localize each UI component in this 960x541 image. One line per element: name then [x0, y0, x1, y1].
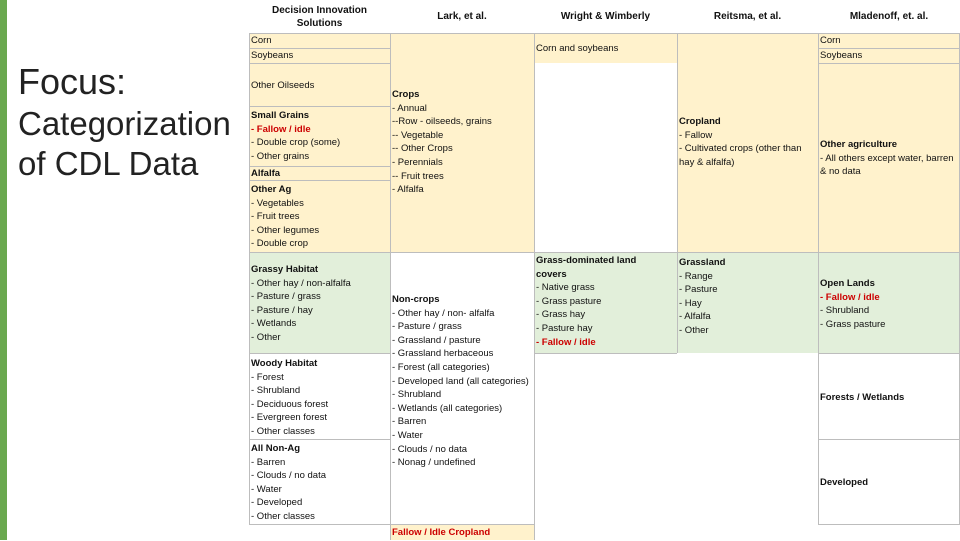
row-line	[818, 353, 960, 354]
lark-c6: -- Fruit trees	[392, 170, 444, 182]
dis-woody-title: Woody Habitat	[251, 358, 318, 369]
dis-wh-shrub: - Shrubland	[251, 385, 301, 397]
lark-n6: - Developed land (all categories)	[392, 375, 529, 387]
lark-n12: - Nonag / undefined	[392, 457, 476, 469]
reitsma-cr2: - Cultivated crops (other than	[679, 143, 802, 155]
lark-c3: -- Vegetable	[392, 129, 444, 141]
dis-sg-other: - Other grains	[251, 150, 310, 162]
lark-c4: -- Other Crops	[392, 143, 453, 155]
dis-na-other: - Other classes	[251, 510, 315, 522]
dis-oa-fruit: - Fruit trees	[251, 211, 300, 223]
wright-g4: - Pasture hay	[536, 322, 593, 334]
dis-corn	[249, 33, 390, 49]
lark-n3: - Grassland / pasture	[392, 334, 481, 346]
dis-small-grains	[249, 108, 390, 164]
dis-other-oilseeds	[249, 78, 390, 94]
dis-corn-label: Corn	[251, 35, 272, 46]
wright-grass-title2: covers	[536, 268, 567, 280]
mlad-ol2: - Shrubland	[820, 305, 870, 317]
dis-other-ag	[249, 182, 390, 252]
row-line	[249, 353, 390, 354]
mlad-oa2: & no data	[820, 166, 861, 178]
title-line-2: Categorization	[18, 105, 231, 142]
reitsma-gl4: - Alfalfa	[679, 311, 711, 323]
wright-g5: - Fallow / idle	[536, 336, 596, 348]
dis-wh-forest: - Forest	[251, 371, 284, 383]
dis-na-barren: - Barren	[251, 456, 286, 468]
mlad-soybeans	[818, 48, 960, 64]
dis-alfalfa-title: Alfalfa	[251, 168, 281, 179]
lark-n9: - Barren	[392, 416, 427, 428]
dis-all-non-ag	[249, 441, 390, 525]
dis-gh-hay: - Other hay / non-alfalfa	[251, 277, 351, 289]
mlad-soybeans-label: Soybeans	[820, 50, 863, 61]
wright-g3: - Grass hay	[536, 309, 586, 321]
dis-na-water: - Water	[251, 483, 282, 495]
mlad-corn-label: Corn	[820, 35, 841, 46]
lark-c5: - Perennials	[392, 156, 443, 168]
dis-nonag-title: All Non-Ag	[251, 443, 301, 454]
reitsma-cr3: hay & alfalfa)	[679, 156, 735, 168]
lark-n10: - Water	[392, 429, 423, 441]
mlad-other-ag	[818, 137, 960, 180]
dis-other-ag-title: Other Ag	[251, 184, 292, 195]
lark-crops	[390, 87, 534, 198]
slide-title	[18, 60, 243, 184]
lark-n1: - Other hay / non- alfalfa	[392, 307, 495, 319]
row-line	[818, 439, 960, 440]
lark-c2: --Row - oilseeds, grains	[392, 116, 492, 128]
dis-gh-other: - Other	[251, 331, 281, 343]
dis-wh-ever: - Evergreen forest	[251, 412, 328, 424]
lark-n11: - Clouds / no data	[392, 443, 467, 455]
reitsma-cr1: - Fallow	[679, 129, 713, 141]
mlad-forests-title: Forests / Wetlands	[820, 392, 905, 403]
dis-grassy-habitat	[249, 262, 390, 346]
dis-grassy-title: Grassy Habitat	[251, 264, 319, 275]
title-line-1: Focus:	[18, 61, 127, 102]
header-wright: Wright & Wimberly	[560, 11, 651, 22]
dis-oa-double: - Double crop	[251, 238, 309, 250]
dis-soybeans	[249, 48, 390, 64]
lark-n5: - Forest (all categories)	[392, 361, 490, 373]
lark-n8: - Wetlands (all categories)	[392, 402, 503, 414]
reitsma-cropland	[677, 114, 818, 170]
mlad-corn	[818, 33, 960, 49]
mlad-oa1: - All others except water, barren	[820, 152, 954, 164]
mlad-developed-title: Developed	[820, 477, 869, 488]
wright-corn-soy-label: Corn and soybeans	[536, 43, 619, 54]
mlad-open-lands	[818, 276, 960, 332]
lark-c7: - Alfalfa	[392, 184, 424, 196]
mlad-ol1: - Fallow / idle	[820, 291, 880, 303]
reitsma-cropland-title: Cropland	[679, 116, 721, 127]
wright-grass-title1: Grass-dominated land	[536, 255, 637, 266]
dis-wh-other: - Other classes	[251, 425, 315, 437]
dis-wh-decid: - Deciduous forest	[251, 398, 329, 410]
reitsma-gl1: - Range	[679, 270, 713, 282]
mlad-other-ag-title: Other agriculture	[820, 139, 898, 150]
wright-corn-soy	[534, 41, 677, 57]
row-line	[818, 524, 960, 525]
wright-g1: - Native grass	[536, 282, 595, 294]
categorization-table	[249, 0, 960, 540]
accent-bar	[0, 0, 7, 540]
reitsma-grassland	[677, 255, 818, 339]
lark-fallow	[390, 525, 534, 541]
title-line-3: of CDL Data	[18, 145, 199, 182]
dis-other-oilseeds-label: Other Oilseeds	[251, 80, 315, 91]
lark-crops-title: Crops	[392, 89, 420, 100]
dis-oa-veg: - Vegetables	[251, 197, 304, 209]
reitsma-gl2: - Pasture	[679, 284, 718, 296]
dis-na-clouds: - Clouds / no data	[251, 470, 326, 482]
header-dis: Decision Innovation Solutions	[271, 4, 367, 29]
row-line	[534, 353, 677, 354]
lark-fallow-label: Fallow / Idle Cropland	[392, 527, 491, 538]
mlad-developed	[818, 475, 960, 491]
dis-na-dev: - Developed	[251, 497, 303, 509]
lark-n7: - Shrubland	[392, 389, 442, 401]
lark-noncrops-title: Non-crops	[392, 294, 440, 305]
dis-oa-legumes: - Other legumes	[251, 224, 320, 236]
dis-gh-pg: - Pasture / grass	[251, 291, 321, 303]
header-reitsma: Reitsma, et al.	[713, 11, 782, 22]
lark-noncrops	[390, 292, 534, 471]
reitsma-grassland-title: Grassland	[679, 257, 726, 268]
header-lark: Lark, et al.	[437, 11, 487, 22]
dis-gh-ph: - Pasture / hay	[251, 304, 313, 316]
row-line	[249, 106, 390, 107]
lark-n4: - Grassland herbaceous	[392, 348, 494, 360]
dis-gh-wet: - Wetlands	[251, 318, 297, 330]
wright-g2: - Grass pasture	[536, 295, 602, 307]
mlad-forests	[818, 390, 960, 406]
reitsma-gl3: - Hay	[679, 297, 702, 309]
wright-grass	[534, 253, 677, 350]
dis-alfalfa	[249, 166, 390, 182]
dis-sg-fallow: - Fallow / idle	[251, 123, 311, 135]
reitsma-gl5: - Other	[679, 324, 709, 336]
dis-soybeans-label: Soybeans	[251, 50, 294, 61]
lark-c1: - Annual	[392, 102, 427, 114]
lark-n2: - Pasture / grass	[392, 321, 462, 333]
mlad-open-lands-title: Open Lands	[820, 278, 875, 289]
mlad-ol3: - Grass pasture	[820, 318, 886, 330]
header-mladenoff: Mladenoff, et. al.	[849, 11, 929, 22]
dis-small-grains-title: Small Grains	[251, 110, 310, 121]
dis-sg-double: - Double crop (some)	[251, 137, 341, 149]
dis-woody-habitat	[249, 356, 390, 440]
